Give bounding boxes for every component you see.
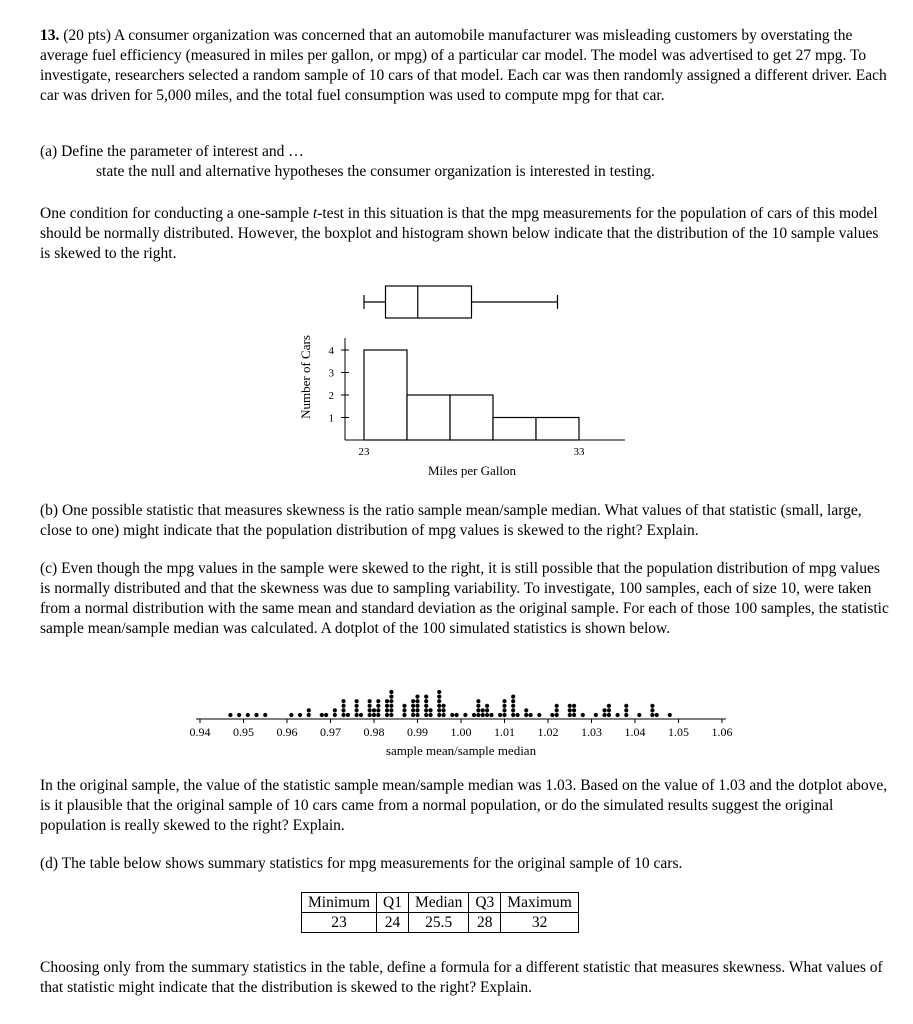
dotplot-dot xyxy=(372,708,376,712)
dotplot-dot xyxy=(320,713,324,717)
dotplot-x-tick-label: 0.97 xyxy=(320,725,341,739)
part-a-hypotheses-prompt: state the null and alternative hypotheses the consumer organization is interested in testing. xyxy=(96,163,655,180)
dotplot-dot xyxy=(511,699,515,703)
summary-table-value-row xyxy=(302,913,579,933)
dotplot-x-tick-label: 0.98 xyxy=(363,725,385,739)
dotplot-dot xyxy=(650,713,654,717)
summary-header-q3: Q3 xyxy=(469,893,501,913)
dotplot-dot xyxy=(602,713,606,717)
dotplot-dot xyxy=(246,713,250,717)
dotplot-dot xyxy=(355,713,359,717)
dotplot-dot xyxy=(476,704,480,708)
summary-statistics-table xyxy=(301,892,579,933)
histogram-x-tick-label: 33 xyxy=(573,446,585,458)
dotplot-dot xyxy=(537,713,541,717)
dotplot-dot xyxy=(502,699,506,703)
dotplot-dot xyxy=(616,713,620,717)
histogram-bar xyxy=(364,350,407,440)
dotplot-dot xyxy=(524,708,528,712)
dotplot-dot xyxy=(341,713,345,717)
summary-value-median: 25.5 xyxy=(408,913,468,933)
dotplot-dot xyxy=(411,699,415,703)
dotplot-dot xyxy=(437,699,441,703)
histogram-y-label: Number of Cars xyxy=(298,335,313,419)
dotplot-dot xyxy=(463,713,467,717)
summary-header-minimum: Minimum xyxy=(302,893,377,913)
dotplot-dot xyxy=(581,713,585,717)
dotplot-dot xyxy=(424,708,428,712)
dotplot-dot xyxy=(359,713,363,717)
histogram-bar xyxy=(536,418,579,441)
dotplot-dot xyxy=(572,708,576,712)
condition-text-pre: One condition for conducting a one-sample xyxy=(40,205,313,222)
dotplot-dot xyxy=(324,713,328,717)
dotplot-dot xyxy=(555,713,559,717)
dotplot-dot xyxy=(624,708,628,712)
dotplot-dot xyxy=(515,713,519,717)
dotplot-dot xyxy=(511,695,515,699)
dotplot-dot xyxy=(346,713,350,717)
dotplot-dot xyxy=(572,704,576,708)
dotplot-dot xyxy=(485,708,489,712)
question-number: 13. xyxy=(40,27,60,44)
dotplot-dot xyxy=(415,704,419,708)
dotplot-dot xyxy=(485,704,489,708)
dotplot-dot xyxy=(389,713,393,717)
summary-header-median: Median xyxy=(408,893,468,913)
histogram-x-tick-label: 23 xyxy=(358,446,370,458)
dotplot-dot xyxy=(437,708,441,712)
dotplot-dot xyxy=(341,708,345,712)
summary-table-header-row xyxy=(302,893,579,913)
final-question-text: Choosing only from the summary statistics in the table, define a formula for a different statistic that measures skewness. What values of that statistic might indicate that the distribution is skewed to the right? Explain. xyxy=(40,959,883,996)
dotplot-dot xyxy=(333,713,337,717)
dotplot-dot xyxy=(376,704,380,708)
dotplot-dot xyxy=(402,704,406,708)
dotplot-dot xyxy=(476,708,480,712)
summary-value-minimum: 23 xyxy=(302,913,377,933)
dotplot-dot xyxy=(389,699,393,703)
dotplot-dot xyxy=(502,704,506,708)
dotplot-dot xyxy=(481,708,485,712)
dotplot-x-tick-label: 1.04 xyxy=(624,725,646,739)
dotplot-dot xyxy=(550,713,554,717)
dotplot-dot xyxy=(411,713,415,717)
dotplot-dot xyxy=(385,699,389,703)
dotplot-dot xyxy=(368,699,372,703)
dotplot-dot xyxy=(368,713,372,717)
dotplot-dot xyxy=(502,713,506,717)
histogram-y-tick-label: 3 xyxy=(328,367,334,380)
summary-header-q1: Q1 xyxy=(377,893,409,913)
dotplot-dot xyxy=(237,713,241,717)
original-sample-text: In the original sample, the value of the statistic sample mean/sample median was 1.03. Based on the value of 1.03 and the dotplot above, is it plausible that the original sample of 10 cars came from a normal population, or do the simulated results suggest the original population is really skewed to the right? Explain. xyxy=(40,777,888,834)
dotplot-dot xyxy=(568,713,572,717)
dotplot-dot xyxy=(424,704,428,708)
summary-value-q3: 28 xyxy=(469,913,501,933)
summary-value-q1: 24 xyxy=(377,913,409,933)
dotplot-dot xyxy=(372,713,376,717)
dotplot-dot xyxy=(607,708,611,712)
dotplot-dot xyxy=(298,713,302,717)
dotplot-dot xyxy=(498,713,502,717)
dotplot-x-tick-label: 1.06 xyxy=(711,725,733,739)
question-intro-text: (20 pts) A consumer organization was concerned that an automobile manufacturer was misleading customers by overstating the average fuel efficiency (measured in miles per gallon, or mpg) of a particular car model. The model was advertised to get 27 mpg. To investigate, researchers selected a random sample of 10 cars of that model. Each car was then randomly assigned a different driver. Each car was driven for 5,000 miles, and the total fuel consumption was used to compute mpg for that car. xyxy=(40,27,887,104)
part-d-text: (d) The table below shows summary statistics for mpg measurements for the original sample of 10 cars. xyxy=(40,855,683,872)
dotplot-dot xyxy=(333,708,337,712)
dotplot-dot xyxy=(402,713,406,717)
dotplot-dot xyxy=(650,708,654,712)
histogram-bar xyxy=(450,395,493,440)
dotplot-dot xyxy=(415,695,419,699)
dotplot-dot xyxy=(450,713,454,717)
histogram-y-tick-label: 2 xyxy=(328,390,334,402)
dotplot-dot xyxy=(437,695,441,699)
dotplot-dot xyxy=(368,708,372,712)
dotplot-x-tick-label: 1.05 xyxy=(668,725,689,739)
dotplot-dot xyxy=(485,713,489,717)
dotplot-dot xyxy=(424,695,428,699)
dotplot-dot xyxy=(424,713,428,717)
dotplot-dot xyxy=(389,704,393,708)
dotplot-dot xyxy=(568,708,572,712)
dotplot-dot xyxy=(555,708,559,712)
dotplot-dot xyxy=(437,713,441,717)
dotplot-x-tick-label: 0.99 xyxy=(407,725,428,739)
dotplot-dot xyxy=(355,704,359,708)
dotplot-dot xyxy=(489,713,493,717)
dotplot-dot xyxy=(402,708,406,712)
dotplot-dot xyxy=(263,713,267,717)
dotplot-x-tick-label: 0.95 xyxy=(233,725,254,739)
dotplot-dot xyxy=(650,704,654,708)
dotplot-dot xyxy=(341,699,345,703)
dotplot-dot xyxy=(376,713,380,717)
dotplot-dot xyxy=(228,713,232,717)
dotplot-dot xyxy=(594,713,598,717)
dotplot-dot xyxy=(568,704,572,708)
dotplot-dot xyxy=(376,708,380,712)
dotplot-dot xyxy=(428,713,432,717)
dotplot-dot xyxy=(529,713,533,717)
dotplot-chart xyxy=(0,660,913,765)
dotplot-dot xyxy=(424,699,428,703)
t-symbol: t xyxy=(312,205,318,222)
dotplot-dot xyxy=(511,704,515,708)
dotplot-dot xyxy=(437,704,441,708)
part-b-text: (b) One possible statistic that measures skewness is the ratio sample mean/sample median. What values of that statistic (small, large, close to one) might indicate that the population distribution of mpg values is skewed to the right? Explain. xyxy=(40,502,862,539)
dotplot-dot xyxy=(368,704,372,708)
dotplot-dot xyxy=(355,708,359,712)
dotplot-dot xyxy=(341,704,345,708)
dotplot-dot xyxy=(624,704,628,708)
dotplot-dot xyxy=(428,708,432,712)
condition-text-post: -test in this situation is that the mpg measurements for the population of cars of this model should be normally distributed. However, the boxplot and histogram shown below indicate that the distribution of the 10 sample values is skewed to the right. xyxy=(40,205,879,262)
dotplot-dot xyxy=(511,713,515,717)
dotplot-dot xyxy=(411,704,415,708)
dotplot-dot xyxy=(481,713,485,717)
boxplot-box xyxy=(386,286,472,318)
dotplot-dot xyxy=(572,713,576,717)
dotplot-dot xyxy=(355,699,359,703)
dotplot-x-tick-label: 1.00 xyxy=(450,725,472,739)
dotplot-dot xyxy=(668,713,672,717)
dotplot-dot xyxy=(389,690,393,694)
dotplot-dot xyxy=(411,708,415,712)
dotplot-dot xyxy=(385,704,389,708)
dotplot-dot xyxy=(442,704,446,708)
dotplot-dot xyxy=(254,713,258,717)
dotplot-x-label: sample mean/sample median xyxy=(385,743,537,758)
dotplot-dot xyxy=(437,690,441,694)
dotplot-dot xyxy=(307,708,311,712)
histogram-boxplot-chart xyxy=(0,282,913,482)
histogram-bar xyxy=(407,395,450,440)
dotplot-dot xyxy=(455,713,459,717)
dotplot-dot xyxy=(385,708,389,712)
dotplot-dot xyxy=(415,708,419,712)
dotplot-dot xyxy=(476,699,480,703)
part-c-text: (c) Even though the mpg values in the sample were skewed to the right, it is still possible that the population distribution of mpg values is normally distributed and that the skewness was due to sampling variability. To investigate, 100 samples, each of size 10, were taken from a normal distribution with the same mean and standard deviation as the original sample. For each of those 100 samples, the statistic sample mean/sample median was calculated. A dotplot of the 100 simulated statistics is shown below. xyxy=(40,560,889,637)
dotplot-dot xyxy=(637,713,641,717)
dotplot-dot xyxy=(415,713,419,717)
histogram-y-tick-label: 4 xyxy=(328,345,334,357)
histogram-x-label: Miles per Gallon xyxy=(427,463,517,478)
dotplot-dot xyxy=(442,708,446,712)
summary-value-maximum: 32 xyxy=(501,913,579,933)
dotplot-dot xyxy=(389,695,393,699)
part-a-prompt: (a) Define the parameter of interest and … xyxy=(40,143,304,160)
dotplot-dot xyxy=(289,713,293,717)
dotplot-x-tick-label: 1.03 xyxy=(581,725,602,739)
dotplot-x-tick-label: 0.96 xyxy=(276,725,298,739)
histogram-bar xyxy=(493,418,536,441)
dotplot-dot xyxy=(442,713,446,717)
dotplot-dot xyxy=(511,708,515,712)
dotplot-dot xyxy=(385,713,389,717)
dotplot-dot xyxy=(524,713,528,717)
summary-header-maximum: Maximum xyxy=(501,893,579,913)
dotplot-dot xyxy=(389,708,393,712)
normality-condition-text xyxy=(40,204,892,264)
dotplot-dot xyxy=(602,708,606,712)
dotplot-dot xyxy=(607,704,611,708)
dotplot-dot xyxy=(607,713,611,717)
dotplot-x-tick-label: 1.01 xyxy=(494,725,515,739)
histogram-y-tick-label: 1 xyxy=(328,412,334,425)
dotplot-dot xyxy=(502,708,506,712)
dotplot-dot xyxy=(476,713,480,717)
dotplot-dot xyxy=(415,699,419,703)
question-intro xyxy=(40,26,892,106)
dotplot-dot xyxy=(624,713,628,717)
dotplot-dot xyxy=(307,713,311,717)
dotplot-x-tick-label: 1.02 xyxy=(537,725,559,739)
dotplot-dot xyxy=(655,713,659,717)
dotplot-x-tick-label: 0.94 xyxy=(189,725,211,739)
dotplot-dot xyxy=(472,713,476,717)
dotplot-dot xyxy=(555,704,559,708)
dotplot-dot xyxy=(376,699,380,703)
